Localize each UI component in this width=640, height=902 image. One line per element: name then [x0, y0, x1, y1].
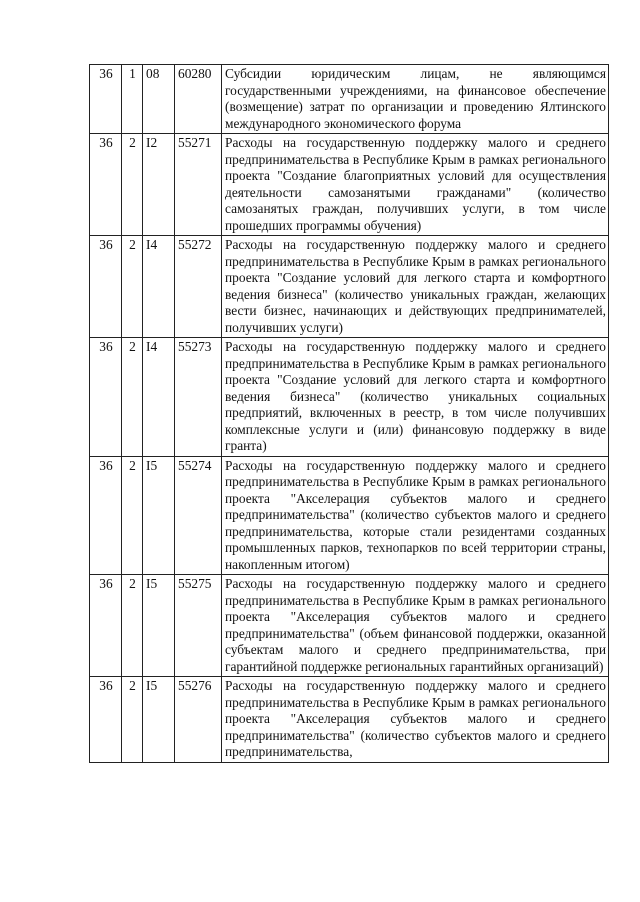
ministry-code-cell: 36 [90, 456, 122, 575]
subsection-cell: I5 [143, 456, 175, 575]
description-cell: Субсидии юридическим лицам, не являющимся государственными учреждениями, на финансовое обеспечение (возмещение) затрат по организации и проведению Ялтинского международного экономического форума [222, 65, 609, 134]
section-cell: 2 [122, 338, 143, 457]
subsection-cell: I2 [143, 134, 175, 236]
section-cell: 2 [122, 677, 143, 763]
description-cell: Расходы на государственную поддержку малого и среднего предпринимательства в Республике Крым в рамках регионального проекта "Акселерация субъектов малого и среднего предпринимательства" (объем финансовой поддержки, оказанной субъектам малого и среднего предпринимательства, при гарантийной поддержке региональных гарантийных организаций) [222, 575, 609, 677]
expense-code-cell: 55276 [175, 677, 222, 763]
table-row [90, 134, 609, 236]
ministry-code-cell: 36 [90, 338, 122, 457]
expense-code-cell: 55275 [175, 575, 222, 677]
expense-code-cell: 55272 [175, 236, 222, 338]
subsection-cell: I4 [143, 236, 175, 338]
ministry-code-cell: 36 [90, 65, 122, 134]
section-cell: 2 [122, 456, 143, 575]
ministry-code-cell: 36 [90, 677, 122, 763]
ministry-code-cell: 36 [90, 236, 122, 338]
description-cell: Расходы на государственную поддержку малого и среднего предпринимательства в Республике Крым в рамках регионального проекта "Создание условий для легкого старта и комфортного ведения бизнеса" (количество уникальных граждан, желающих вести бизнес, начинающих и действующих предпринимателей, получивших услуги) [222, 236, 609, 338]
section-cell: 2 [122, 134, 143, 236]
expense-code-cell: 55274 [175, 456, 222, 575]
expense-code-cell: 55273 [175, 338, 222, 457]
section-cell: 1 [122, 65, 143, 134]
subsection-cell: 08 [143, 65, 175, 134]
table-row [90, 677, 609, 763]
subsection-cell: I4 [143, 338, 175, 457]
expense-code-cell: 60280 [175, 65, 222, 134]
table-row [90, 456, 609, 575]
section-cell: 2 [122, 575, 143, 677]
description-cell: Расходы на государственную поддержку малого и среднего предпринимательства в Республике Крым в рамках регионального проекта "Акселерация субъектов малого и среднего предпринимательства" (количество субъектов малого и среднего предпринимательства, [222, 677, 609, 763]
description-cell: Расходы на государственную поддержку малого и среднего предпринимательства в Республике Крым в рамках регионального проекта "Создание условий для легкого старта и комфортного ведения бизнеса" (количество уникальных социальных предприятий, включенных в реестр, в том числе получивших комплексные услуги и (или) финансовую поддержку в виде гранта) [222, 338, 609, 457]
budget-classification-table [89, 64, 609, 763]
ministry-code-cell: 36 [90, 575, 122, 677]
expense-code-cell: 55271 [175, 134, 222, 236]
subsection-cell: I5 [143, 677, 175, 763]
table-row [90, 575, 609, 677]
subsection-cell: I5 [143, 575, 175, 677]
table-row [90, 338, 609, 457]
table-row [90, 65, 609, 134]
description-cell: Расходы на государственную поддержку малого и среднего предпринимательства в Республике Крым в рамках регионального проекта "Создание благоприятных условий для осуществления деятельности самозанятыми гражданами" (количество самозанятых граждан, получивших услуги, в том числе прошедших программы обучения) [222, 134, 609, 236]
ministry-code-cell: 36 [90, 134, 122, 236]
table-row [90, 236, 609, 338]
description-cell: Расходы на государственную поддержку малого и среднего предпринимательства в Республике Крым в рамках регионального проекта "Акселерация субъектов малого и среднего предпринимательства" (количество субъектов малого и среднего предпринимательства, которые стали резидентами созданных промышленных парков, технопарков по всей территории страны, накопленным итогом) [222, 456, 609, 575]
section-cell: 2 [122, 236, 143, 338]
